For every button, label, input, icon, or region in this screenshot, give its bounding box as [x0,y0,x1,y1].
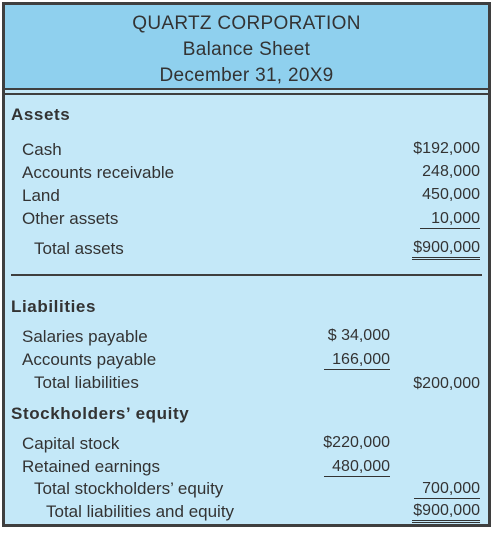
liability-amount-accounts-payable: 166,000 [324,351,390,370]
equity-amount-retained-earnings: 480,000 [324,458,390,477]
asset-label-cash: Cash [22,140,62,159]
total-liabilities-and-equity-label: Total liabilities and equity [46,502,235,521]
equity-label-capital-stock: Capital stock [22,434,120,453]
asset-amount-land: 450,000 [422,186,480,203]
asset-amount-other-assets: 10,000 [420,210,480,229]
asset-label-land: Land [22,186,60,205]
company-name: QUARTZ CORPORATION [132,13,361,34]
assets-heading: Assets [11,105,71,124]
balance-sheet [2,2,491,527]
asset-label-accounts-receivable: Accounts receivable [22,163,175,182]
equity-amount-capital-stock: $220,000 [323,434,390,451]
statement-header [5,5,488,88]
asset-amount-accounts-receivable: 248,000 [422,163,480,180]
asset-label-other-assets: Other assets [22,209,119,228]
total-equity-label: Total stockholders’ equity [34,479,224,498]
statement-title: Balance Sheet [182,39,311,60]
equity-label-retained-earnings: Retained earnings [22,457,160,476]
total-liabilities-and-equity-amount: $900,000 [412,502,480,523]
total-liabilities-amount: $200,000 [413,375,480,392]
asset-amount-cash: $192,000 [413,140,480,157]
section-divider [11,274,482,276]
total-assets-label: Total assets [34,239,124,258]
total-equity-amount: 700,000 [414,480,480,499]
header-divider-double [5,93,488,95]
liability-label-accounts-payable: Accounts payable [22,350,157,369]
statement-date: December 31, 20X9 [159,65,334,86]
liabilities-heading: Liabilities [11,297,97,316]
total-liabilities-label: Total liabilities [34,373,139,392]
liability-amount-salaries-payable: $ 34,000 [327,327,390,344]
liability-label-salaries-payable: Salaries payable [22,327,148,346]
header-divider [5,88,488,90]
total-assets-amount: $900,000 [412,239,480,260]
equity-heading: Stockholders’ equity [11,404,190,423]
